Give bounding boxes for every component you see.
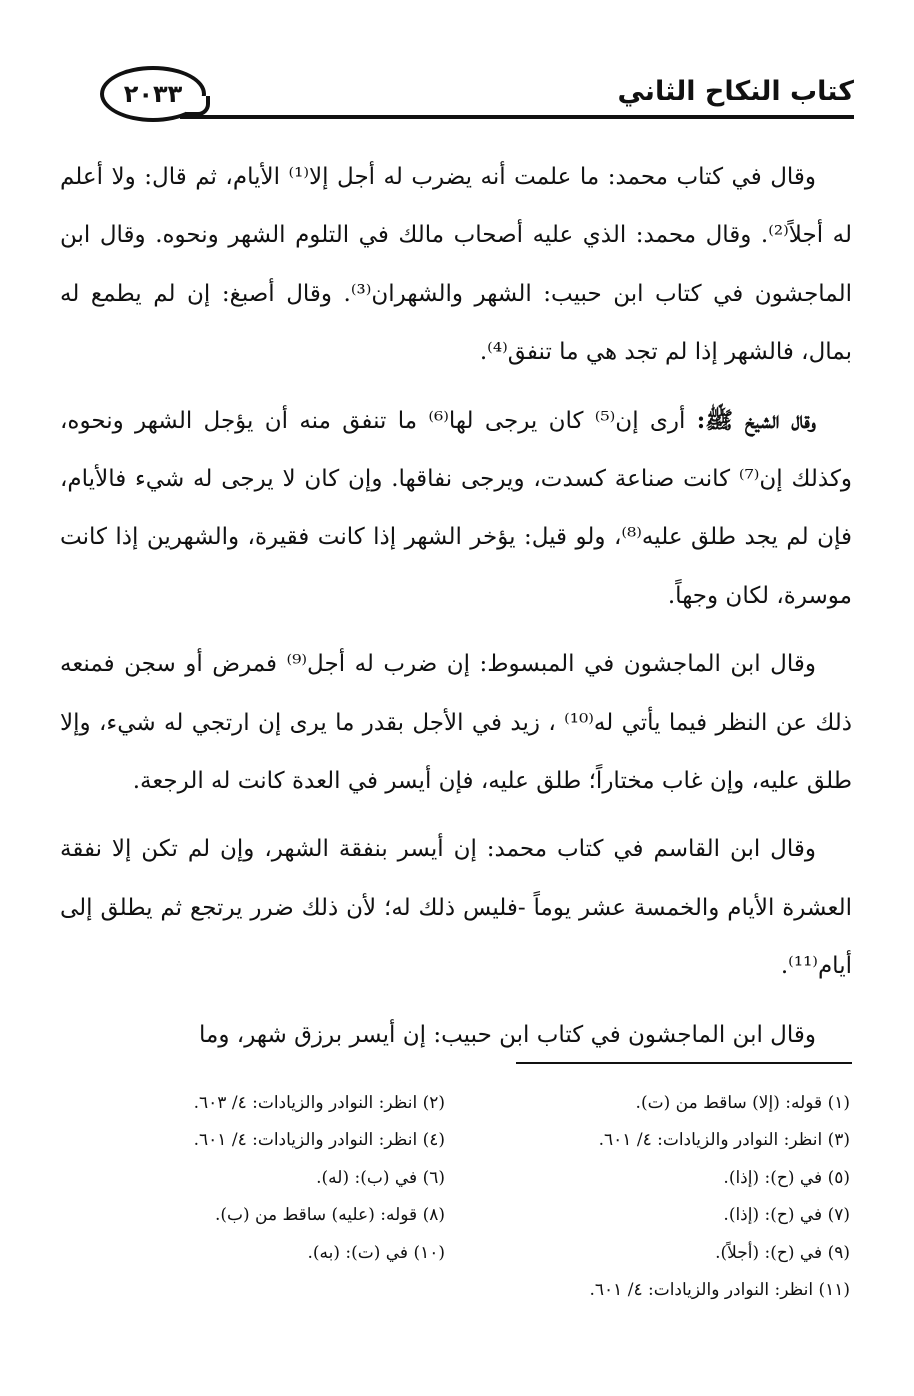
paragraph-indent — [816, 1022, 852, 1048]
footnote-row — [60, 1197, 852, 1235]
footnote-row — [60, 1234, 852, 1272]
paragraph-text: وقال في كتاب محمد: ما علمت أنه يضرب له أجل إلا⁽¹⁾ الأيام، ثم قال: ولا أعلم له أجلاً⁽²⁾. وقال محمد: الذي عليه أصحاب مالك في التلوم الشهر ونحوه. وقال ابن الماجشون في كتاب ابن حبيب: الشهر والشهران⁽³⁾. وقال أصبغ: إن لم يطمع له بمال، فالشهر إذا لم تجد هي ما تنفق⁽⁴⁾. — [60, 164, 852, 366]
page-number: ٢٠٣٣ — [123, 80, 183, 108]
paragraph-text: وقال ابن الماجشون في المبسوط: إن ضرب له أجل⁽⁹⁾ فمرض أو سجن فمنعه ذلك عن النظر فيما يأتي له⁽¹⁰⁾ ، زيد في الأجل بقدر ما يرى إن ارتجي له شيء، وإلا طلق عليه، وإن غاب مختاراً؛ طلق عليه، فإن أيسر في العدة كانت له الرجعة. — [60, 651, 852, 795]
footnote-separator — [516, 1062, 852, 1064]
book-title: كتاب النكاح الثاني — [617, 76, 854, 107]
paragraph-text: وقال ابن القاسم في كتاب محمد: إن أيسر بنفقة الشهر، وإن لم تكن إلا نفقة العشرة الأيام والخمسة عشر يوماً -فليس ذلك له؛ لأن ذلك ضرر يرتجع ثم يطلق إلى أيام⁽¹¹⁾. — [60, 836, 852, 980]
footnote: (٢) انظر: النوادر والزيادات: ٤/ ٦٠٣. — [193, 1092, 445, 1113]
footnote-row — [60, 1159, 852, 1197]
footnote: (٥) في (ح): (إذا). — [723, 1167, 850, 1188]
paragraph-indent — [816, 836, 852, 862]
paragraph — [60, 820, 852, 995]
paragraph — [60, 1006, 852, 1064]
footnote: (٣) انظر: النوادر والزيادات: ٤/ ٦٠١. — [598, 1130, 850, 1151]
sheikh-lead: وقال الشيخ ﷺ: — [696, 406, 816, 434]
footnote-row — [60, 1084, 852, 1122]
footnotes — [60, 1084, 852, 1309]
footnote: (١) قوله: (إلا) ساقط من (ت). — [635, 1092, 850, 1113]
footnote: (١١) انظر: النوادر والزيادات: ٤/ ٦٠١. — [589, 1280, 850, 1301]
footnote: (٨) قوله: (عليه) ساقط من (ب). — [214, 1205, 445, 1226]
footnote-row — [60, 1122, 852, 1160]
running-header — [100, 62, 854, 132]
header-rule — [180, 115, 854, 119]
paragraph-indent — [816, 408, 852, 434]
paragraph-text: أرى إن⁽⁵⁾ كان يرجى لها⁽⁶⁾ ما تنفق منه أن يؤجل الشهر ونحوه، وكذلك إن⁽⁷⁾ كانت صناعة كسدت، ويرجى نفاقها. وإن كان لا يرجى له شيء فالأيام، فإن لم يجد طلق عليه⁽⁸⁾، ولو قيل: يؤخر الشهر إذا كانت فقيرة، والشهرين إذا كانت موسرة، لكان وجهاً. — [60, 407, 853, 609]
paragraph-indent — [816, 651, 852, 677]
footnote: (٧) في (ح): (إذا). — [723, 1205, 850, 1226]
footnote-row — [60, 1272, 852, 1310]
footnote: (٩) في (ح): (أجلاً). — [715, 1242, 850, 1263]
footnote: (١٠) في (ت): (به). — [307, 1242, 445, 1263]
paragraph — [60, 148, 852, 382]
paragraph — [60, 635, 852, 810]
paragraph-indent — [816, 164, 852, 190]
footnote: (٦) في (ب): (له). — [316, 1167, 445, 1188]
footnote: (٤) انظر: النوادر والزيادات: ٤/ ٦٠١. — [193, 1130, 445, 1151]
page-number-badge — [100, 66, 206, 122]
paragraph — [60, 392, 852, 626]
paragraph-text: وقال ابن الماجشون في كتاب ابن حبيب: إن أيسر برزق شهر، وما — [199, 1021, 816, 1048]
main-text — [60, 148, 852, 1064]
